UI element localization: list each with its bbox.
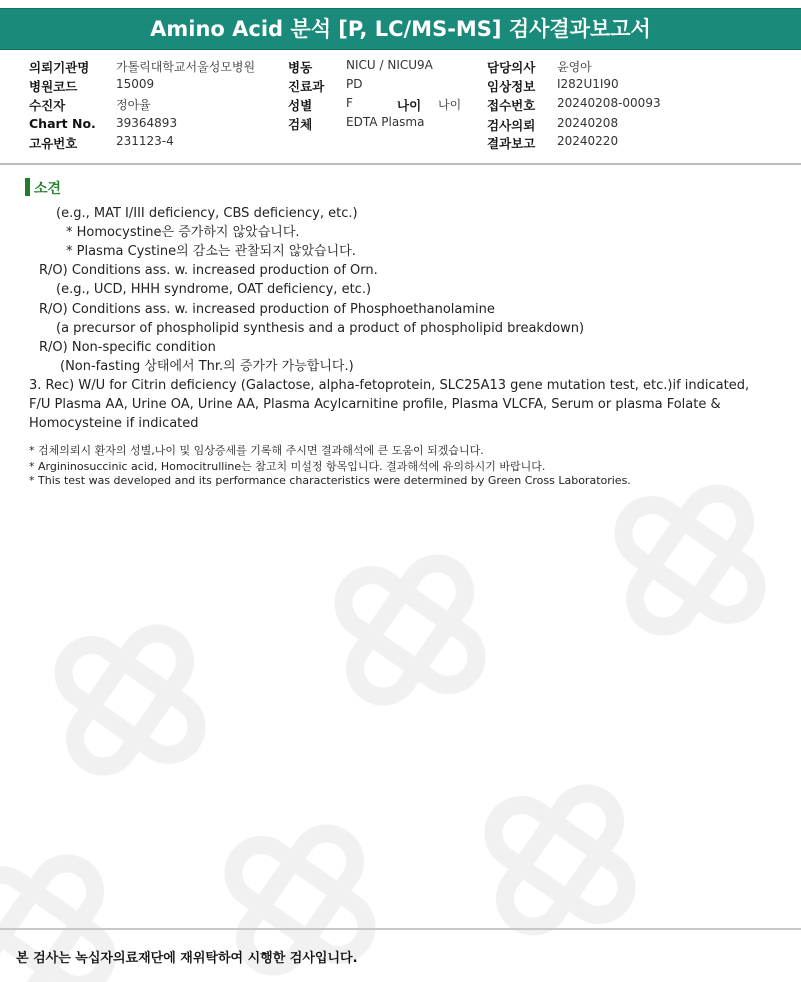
finding-line: R/O) Non-specific condition: [39, 340, 216, 355]
footer-statement: 본 검사는 녹십자의료재단에 재위탁하여 시행한 검사입니다.: [16, 951, 358, 966]
request-date-label: 검사의뢰: [487, 118, 536, 133]
age-label: 나이: [397, 98, 422, 113]
report-title: Amino Acid 분석 [P, LC/MS-MS] 검사결과보고서: [0, 8, 801, 50]
footer-divider: [0, 928, 801, 930]
finding-line: * Plasma Cystine의 감소는 관찰되지 않았습니다.: [66, 244, 356, 259]
dept-value: PD: [346, 77, 363, 91]
unique-no-label: 고유번호: [29, 136, 78, 151]
doctor-value: 윤영아: [557, 60, 592, 74]
specimen-label: 검체: [288, 117, 313, 132]
finding-line: R/O) Conditions ass. w. increased production of Phosphoethanolamine: [39, 302, 495, 317]
finding-line: R/O) Conditions ass. w. increased production of Orn.: [39, 263, 378, 278]
ward-value: NICU / NICU9A: [346, 58, 433, 72]
patient-info-section: [0, 55, 801, 155]
receipt-no-value: 20240208-00093: [557, 96, 661, 110]
finding-line: (e.g., UCD, HHH syndrome, OAT deficiency, etc.): [56, 282, 372, 297]
sex-label: 성별: [288, 98, 313, 113]
patient-value: 정아율: [116, 98, 151, 112]
requester-value: 가톨릭대학교서울성모병원: [116, 60, 256, 74]
findings-title: 소견: [34, 181, 62, 197]
section-marker: [25, 178, 30, 196]
requester-label: 의뢰기관명: [29, 60, 90, 75]
recommendation-paragraph: 3. Rec) W/U for Citrin deficiency (Galactose, alpha-fetoprotein, SLC25A13 gene mutation test, etc.)if indicated, F/U Plasma AA, Urine OA, Urine AA, Plasma Acylcarnitine profile, Plasma VLCFA, Serum or plasma Folate & Homocysteine if indicated: [29, 378, 750, 431]
request-date-value: 20240208: [557, 116, 619, 130]
finding-line: (a precursor of phospholipid synthesis and a product of phospholipid breakdown): [56, 321, 585, 336]
report-date-label: 결과보고: [487, 136, 536, 151]
specimen-value: EDTA Plasma: [346, 115, 425, 129]
finding-line: (Non-fasting 상태에서 Thr.의 증가가 가능합니다.): [60, 359, 354, 374]
chart-no-label: Chart No.: [29, 116, 96, 131]
doctor-label: 담당의사: [487, 60, 536, 75]
footnote: * Argininosuccinic acid, Homocitrulline는 참고치 미설정 항목입니다. 결과해석에 유의하시기 바랍니다.: [29, 460, 546, 473]
patient-label: 수진자: [29, 98, 66, 113]
chart-no-value: 39364893: [116, 116, 178, 130]
footnote: * 검체의뢰시 환자의 성별,나이 및 임상증세를 기록해 주시면 결과해석에 큰 도움이 되겠습니다.: [29, 444, 484, 457]
section-divider: [0, 163, 801, 165]
ward-label: 병동: [288, 60, 313, 75]
clinical-info-value: I282U1I90: [557, 77, 619, 91]
unique-no-value: 231123-4: [116, 134, 174, 148]
footnote: * This test was developed and its performance characteristics were determined by Green Cross Laboratories.: [29, 474, 631, 487]
receipt-no-label: 접수번호: [487, 98, 536, 113]
finding-line: (e.g., MAT I/III deficiency, CBS deficiency, etc.): [56, 206, 358, 221]
age-value: 나이: [438, 98, 462, 112]
report-date-value: 20240220: [557, 134, 619, 148]
dept-label: 진료과: [288, 79, 325, 94]
clinical-info-label: 임상정보: [487, 79, 536, 94]
hospital-code-label: 병원코드: [29, 79, 78, 94]
hospital-code-value: 15009: [116, 77, 155, 91]
sex-value: F: [346, 96, 353, 110]
finding-line: * Homocystine은 증가하지 않았습니다.: [66, 225, 300, 240]
